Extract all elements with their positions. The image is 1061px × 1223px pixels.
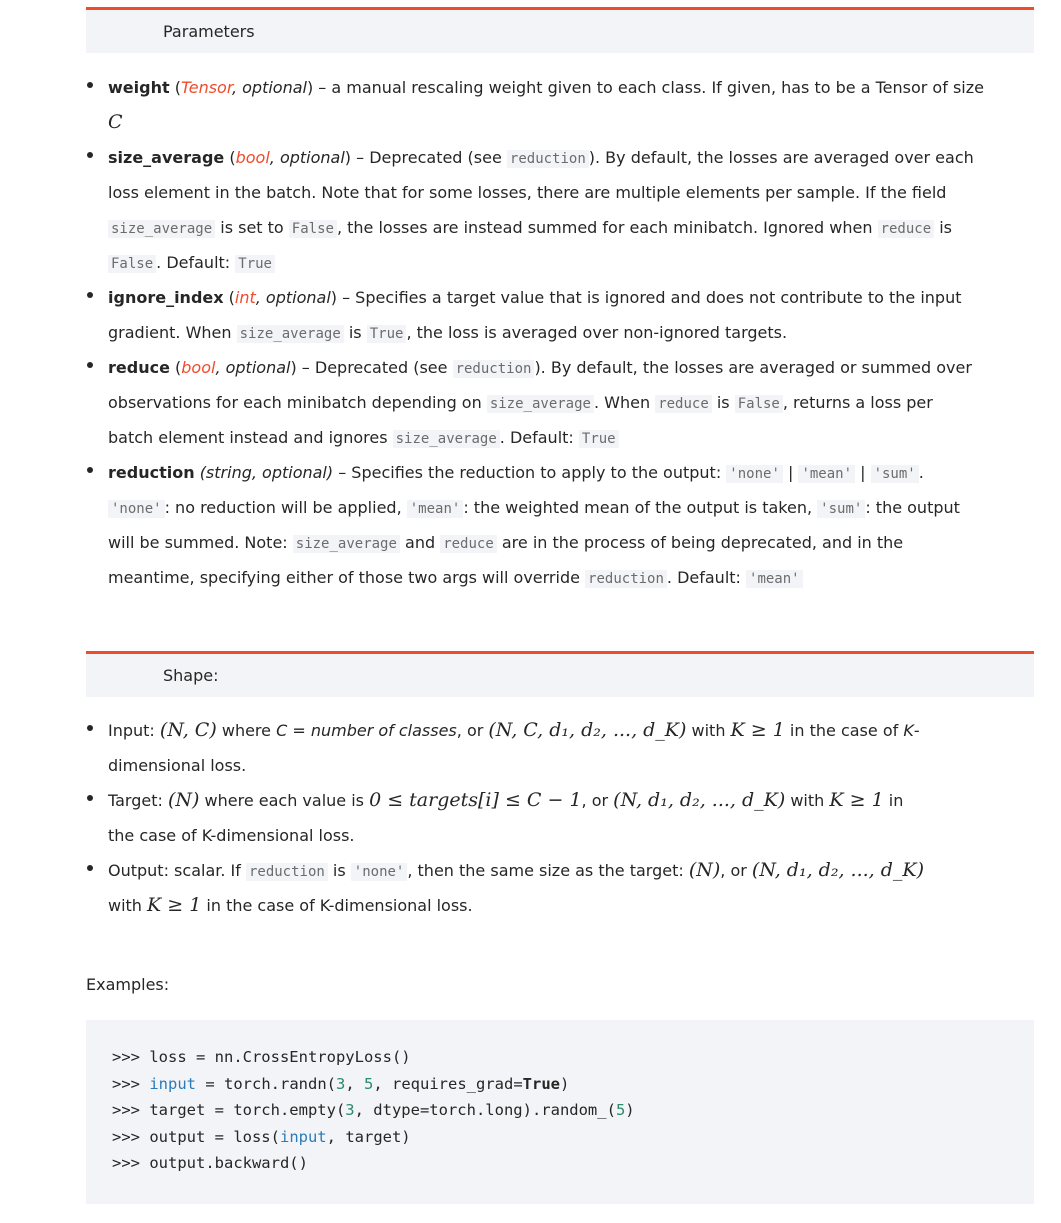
parameters-header	[86, 7, 1034, 53]
parameters-list	[86, 70, 984, 595]
code-line: >>> target = torch.empty(3, dtype=torch.long).random_(5)	[112, 1101, 635, 1119]
param-type-link[interactable]: bool	[235, 148, 270, 167]
examples-label: Examples:	[86, 975, 170, 994]
param-weight: weight (Tensor, optional) – a manual rescaling weight given to each class. If given, has to be a Tensor of size C	[86, 70, 946, 140]
parameters-heading: Parameters	[163, 22, 255, 41]
param-name: reduction	[108, 463, 195, 482]
shape-output: Output: scalar. If reduction is 'none' , then the same size as the target: (N), or (N, d₁, d₂, ..., d_K) with K ≥ 1 in the case of K-dimensional loss.	[86, 853, 946, 923]
code-line: >>> input = torch.randn(3, 5, requires_grad=True)	[112, 1074, 570, 1093]
code-line: >>> output.backward()	[112, 1154, 308, 1172]
param-ignore-index: ignore_index (int, optional) – Specifies a target value that is ignored and does not contribute to the input gradient. When size_average is True , the loss is averaged over non-ignored targets.	[86, 280, 946, 350]
shape-list	[86, 713, 946, 923]
shape-header	[86, 651, 1034, 697]
param-type-link[interactable]: int	[234, 288, 256, 307]
shape-heading: Shape:	[163, 666, 219, 685]
param-name: ignore_index	[108, 288, 224, 307]
code-ref: reduction	[507, 150, 589, 168]
code-line: >>> output = loss(input, target)	[112, 1127, 411, 1146]
param-type-link[interactable]: bool	[181, 358, 216, 377]
param-size-average: size_average (bool, optional) – Deprecated (see reduction ). By default, the losses are averaged over each loss element in the batch. Note that for some losses, there are multiple elements per sample. If the field size_average is set to False , the losses are instead summed for each minibatch. Ignored when reduce is False . Default: True	[86, 140, 946, 280]
param-name: reduce	[108, 358, 170, 377]
param-reduction: reduction (string, optional) – Specifies the reduction to apply to the output: 'none' | 'mean' | 'sum' . 'none' : no reduction will be applied, 'mean' : the weighted mean of the output is taken, 'sum' : the output will be summed. Note: size_average and reduce are in the process of being deprecated, and in the meantime, specifying either of those two args will override reduction . Default: 'mean'	[86, 455, 946, 595]
param-name: size_average	[108, 148, 225, 167]
shape-target: Target: (N) where each value is 0 ≤ targets[i] ≤ C − 1, or (N, d₁, d₂, ..., d_K) with K ≥ 1 in the case of K-dimensional loss.	[86, 783, 946, 853]
shape-input: Input: (N, C) where C = number of classes, or (N, C, d₁, d₂, ..., d_K) with K ≥ 1 in the case of K- dimensional loss.	[86, 713, 946, 783]
param-type: (string, optional)	[199, 463, 334, 482]
code-example-block[interactable]	[86, 1020, 1034, 1204]
param-name: weight	[108, 78, 170, 97]
code-line: >>> loss = nn.CrossEntropyLoss()	[112, 1048, 411, 1066]
param-type-link[interactable]: Tensor	[180, 78, 232, 97]
param-reduce: reduce (bool, optional) – Deprecated (see reduction ). By default, the losses are averaged or summed over observations for each minibatch depending on size_average . When reduce is False , returns a loss per batch element instead and ignores size_average . Default: True	[86, 350, 946, 455]
